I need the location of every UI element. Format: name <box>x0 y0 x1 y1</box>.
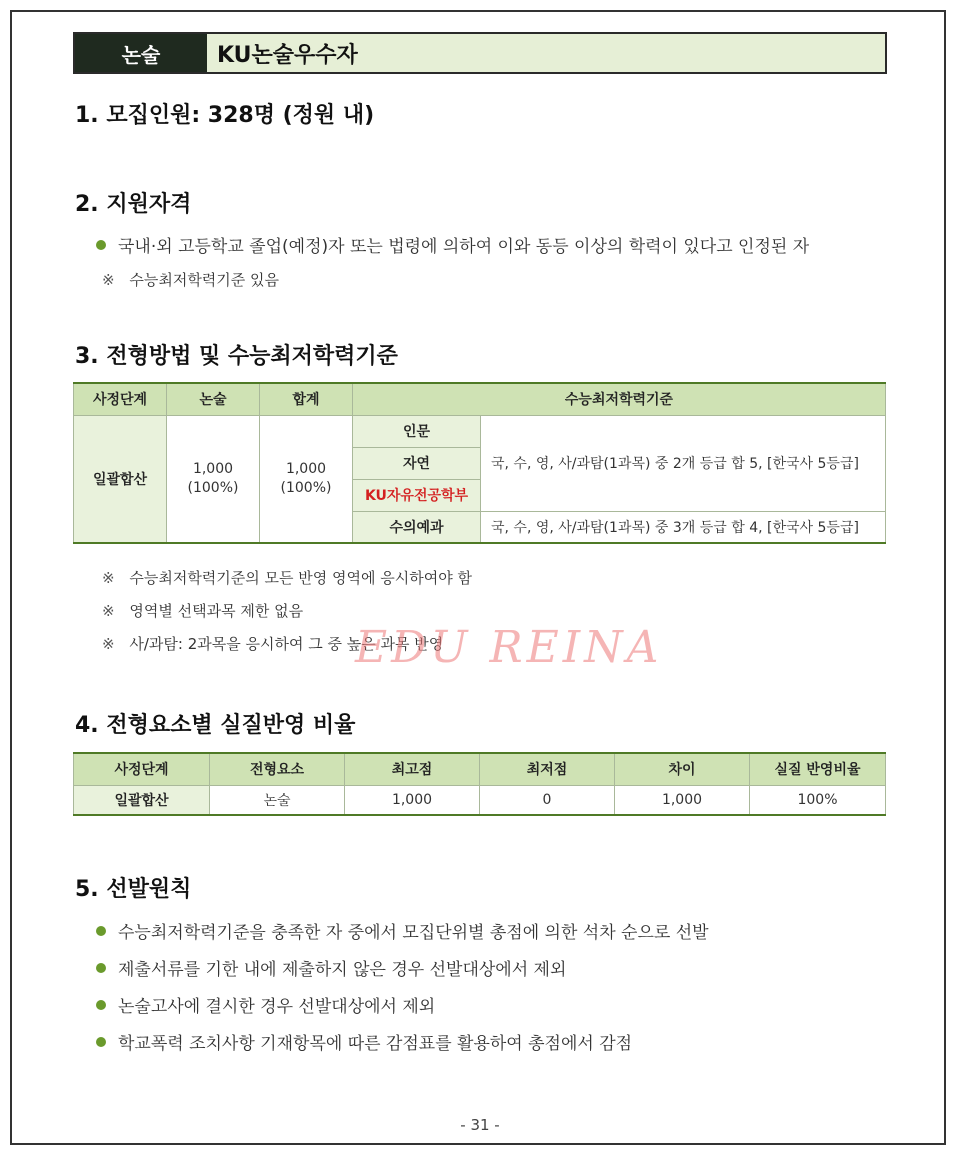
section-5-bullet <box>96 1029 632 1054</box>
table-header: 전형요소 <box>210 753 345 785</box>
table-cell: 1,000 <box>615 785 750 815</box>
bullet-text: 학교폭력 조치사항 기재항목에 따른 감점표를 활용하여 총점에서 감점 <box>118 1034 633 1054</box>
note-text: 수능최저학력기준 있음 <box>129 271 280 289</box>
section-3-title: 3. 전형방법 및 수능최저학력기준 <box>75 344 398 369</box>
bullet-text: 수능최저학력기준을 충족한 자 중에서 모집단위별 총점에 의한 석차 순으로 선발 <box>118 923 709 943</box>
bullet-text: 국내·외 고등학교 졸업(예정)자 또는 법령에 의하여 이와 동등 이상의 학력이 있다고 인정된 자 <box>118 237 810 257</box>
section-1-title: 1. 모집인원: 328명 (정원 내) <box>75 103 375 128</box>
watermark: EDU REINA <box>355 622 663 673</box>
section-5-bullet <box>96 918 709 943</box>
stage-cell: 일괄합산 <box>74 415 167 543</box>
table-header: 논술 <box>167 383 260 415</box>
section-2-note <box>102 269 279 290</box>
header-title: KU논술우수자 <box>207 34 885 72</box>
bullet-dot-icon <box>96 963 106 973</box>
group-cell-veterinary: 수의예과 <box>353 511 481 543</box>
bullet-text: 논술고사에 결시한 경우 선발대상에서 제외 <box>118 997 436 1017</box>
reference-mark-icon: ※ <box>102 602 115 620</box>
table-header: 최저점 <box>480 753 615 785</box>
section-2-bullet <box>96 232 809 257</box>
table-header: 최고점 <box>345 753 480 785</box>
group-cell-humanities: 인문 <box>353 415 481 447</box>
section-3-note <box>102 567 472 588</box>
note-text: 수능최저학력기준의 모든 반영 영역에 응시하여야 함 <box>129 569 472 587</box>
table-header: 차이 <box>615 753 750 785</box>
table-header: 합계 <box>260 383 353 415</box>
table-cell: 0 <box>480 785 615 815</box>
table-header: 사정단계 <box>74 753 210 785</box>
criteria-cell: 국, 수, 영, 사/과탐(1과목) 중 2개 등급 합 5, [한국사 5등급] <box>481 415 886 511</box>
section-5-bullet <box>96 992 435 1017</box>
section-3-note <box>102 600 303 621</box>
section-4-title: 4. 전형요소별 실질반영 비율 <box>75 713 356 738</box>
essay-score-cell: 1,000 (100%) <box>167 415 260 543</box>
bullet-text: 제출서류를 기한 내에 제출하지 않은 경우 선발대상에서 제외 <box>118 960 567 980</box>
bullet-dot-icon <box>96 240 106 250</box>
table-header: 사정단계 <box>74 383 167 415</box>
group-cell-natural: 자연 <box>353 447 481 479</box>
section-5-bullet <box>96 955 566 980</box>
reference-mark-icon: ※ <box>102 271 115 289</box>
table-header: 실질 반영비율 <box>750 753 886 785</box>
group-cell-ku-liberal: KU자유전공학부 <box>353 479 481 511</box>
table-cell: 1,000 <box>345 785 480 815</box>
total-score-cell: 1,000 (100%) <box>260 415 353 543</box>
reference-mark-icon: ※ <box>102 569 115 587</box>
section-5-title: 5. 선발원칙 <box>75 877 192 902</box>
bullet-dot-icon <box>96 1037 106 1047</box>
selection-method-table <box>73 382 886 544</box>
header-tag: 논술 <box>75 34 207 72</box>
reference-mark-icon: ※ <box>102 635 115 653</box>
table-cell: 일괄합산 <box>74 785 210 815</box>
page-number: - 31 - <box>460 1116 500 1134</box>
table-cell: 100% <box>750 785 886 815</box>
note-text: 영역별 선택과목 제한 없음 <box>129 602 304 620</box>
criteria-cell: 국, 수, 영, 사/과탐(1과목) 중 3개 등급 합 4, [한국사 5등급] <box>481 511 886 543</box>
bullet-dot-icon <box>96 1000 106 1010</box>
section-2-title: 2. 지원자격 <box>75 192 192 217</box>
bullet-dot-icon <box>96 926 106 936</box>
note-text: 사/과탐: 2과목을 응시하여 그 중 높은 과목 반영 <box>129 635 444 653</box>
page-header <box>73 32 887 74</box>
reflection-ratio-table <box>73 752 886 816</box>
table-header: 수능최저학력기준 <box>353 383 886 415</box>
table-cell: 논술 <box>210 785 345 815</box>
